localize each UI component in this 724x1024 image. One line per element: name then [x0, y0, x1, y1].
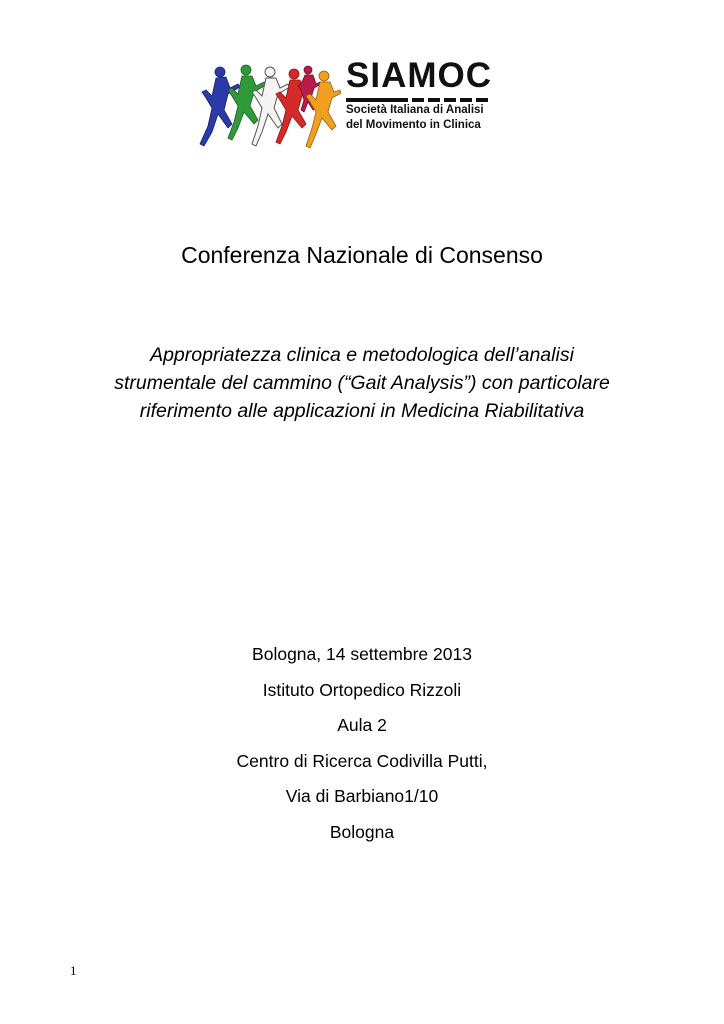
siamoc-wordmark — [346, 58, 506, 133]
subtitle-line-2: strumentale del cammino (“Gait Analysis”) con particolare — [114, 372, 610, 394]
venue-city: Bologna — [329, 821, 395, 842]
venue-room: Aula 2 — [337, 715, 387, 735]
venue-block — [0, 637, 724, 850]
venue-date: Bologna, 14 settembre 2013 — [252, 644, 472, 664]
siamoc-name: SIAMOC — [346, 56, 492, 95]
document-subtitle — [62, 341, 662, 425]
siamoc-tagline-1: Società Italiana di Analisi — [346, 104, 484, 116]
venue-institute: Istituto Ortopedico Rizzoli — [262, 679, 462, 700]
venue-street: Via di Barbiano1/10 — [285, 786, 439, 806]
document-title: Conferenza Nazionale di Consenso — [181, 242, 543, 268]
subtitle-line-1: Appropriatezza clinica e metodologica dell’analisi — [150, 344, 574, 366]
siamoc-logo — [198, 58, 508, 150]
page-number: 1 — [70, 963, 77, 978]
subtitle-line-3: riferimento alle applicazioni in Medicina Riabilitativa — [139, 400, 585, 422]
runners-logo-icon — [198, 62, 343, 150]
siamoc-tagline-2: del Movimento in Clinica — [346, 119, 481, 131]
venue-center: Centro di Ricerca Codivilla Putti, — [236, 750, 488, 771]
